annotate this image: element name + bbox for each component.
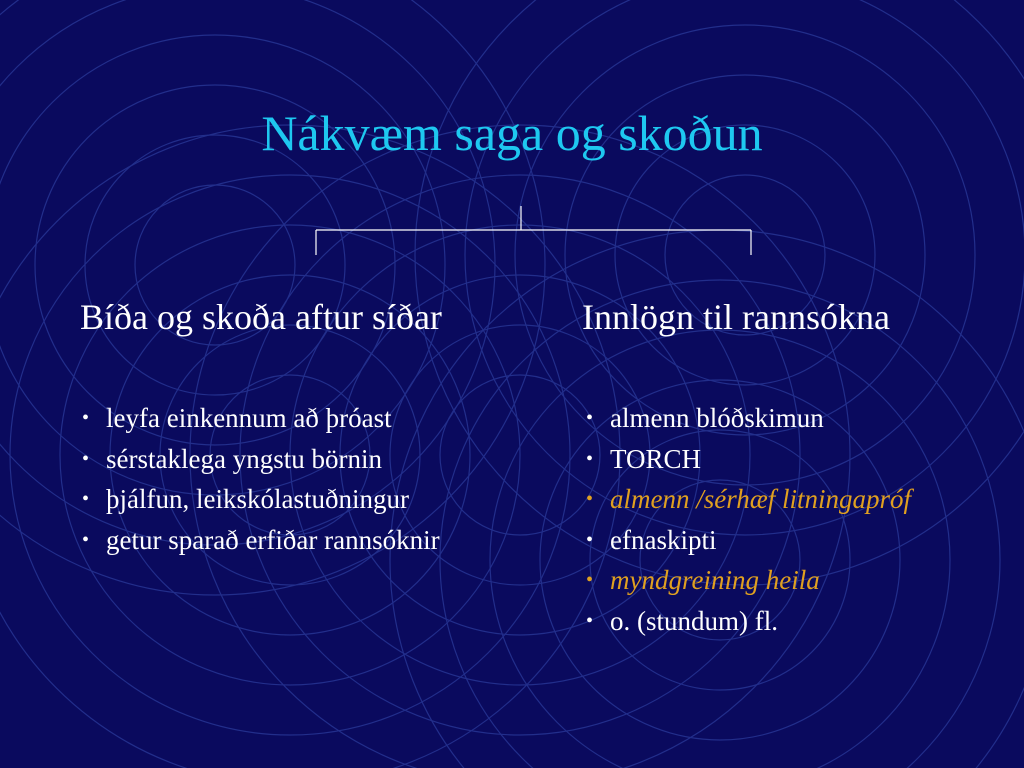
list-item (586, 398, 911, 439)
list-item-text: leyfa einkennum að þróast (106, 403, 392, 433)
bullet-icon: • (586, 569, 594, 592)
decorative-ring (85, 135, 345, 395)
decorative-ring (615, 125, 875, 385)
slide-title: Nákvæm saga og skoðun (261, 105, 763, 161)
list-item-highlighted (586, 560, 911, 601)
list-item (82, 439, 440, 480)
list-item-text: efnaskipti (610, 524, 717, 555)
left-column-heading: Bíða og skoða aftur síðar (80, 297, 442, 337)
bullet-icon: • (586, 447, 594, 470)
list-item-text: o. (stundum) fl. (610, 605, 778, 636)
connector-bracket (316, 206, 751, 255)
list-item-text: þjálfun, leikskólastuðningur (106, 484, 409, 515)
list-item-text: almenn /sérhæf litningapróf (610, 484, 912, 515)
left-bullet-list (82, 398, 440, 560)
right-column-heading: Innlögn til rannsókna (582, 297, 890, 337)
bullet-icon: • (586, 609, 594, 632)
bullet-icon: • (586, 528, 594, 551)
bullet-icon: • (82, 528, 90, 551)
bullet-icon: • (586, 407, 594, 429)
list-item (82, 520, 440, 561)
list-item (82, 398, 440, 439)
list-item (586, 439, 911, 480)
right-bullet-list (586, 398, 911, 642)
bullet-icon: • (82, 488, 90, 511)
list-item-text: getur sparað erfiðar rannsóknir (106, 524, 440, 555)
bullet-icon: • (82, 407, 90, 429)
list-item-text: TORCH (610, 443, 702, 474)
list-item (586, 520, 911, 561)
bullet-icon: • (586, 488, 594, 511)
bullet-icon: • (82, 447, 90, 470)
list-item-text: sérstaklega yngstu börnin (106, 443, 382, 474)
list-item-text: myndgreining heila (610, 565, 820, 596)
list-item (586, 601, 911, 642)
list-item-text: almenn blóðskimun (610, 403, 824, 433)
list-item (82, 479, 440, 520)
list-item-highlighted (586, 479, 911, 520)
